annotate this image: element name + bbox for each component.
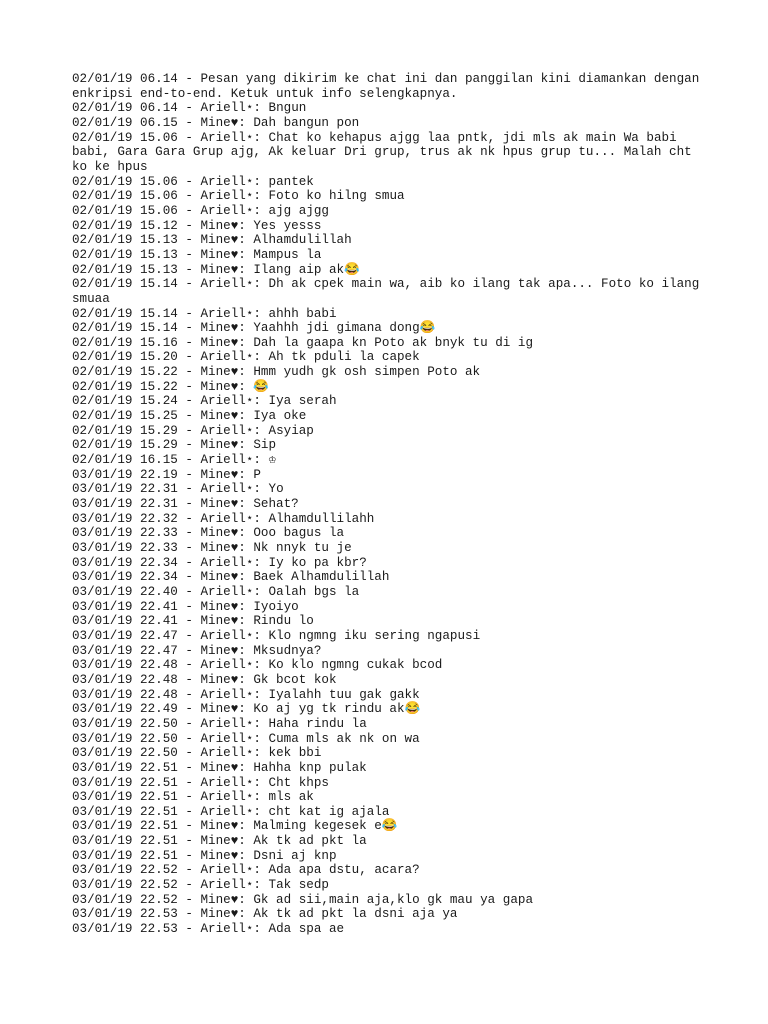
chat-log-line: 02/01/19 15.13 - Mine♥: Ilang aip ak😂 [72, 262, 360, 277]
chat-log-line: 02/01/19 15.22 - Mine♥: Hmm yudh gk osh simpen Poto ak [72, 365, 481, 380]
chat-log-line: 03/01/19 22.19 - Mine♥: P [72, 467, 261, 482]
chat-log-line: 03/01/19 22.49 - Mine♥: Ko aj yg tk rindu ak😂 [72, 702, 421, 717]
chat-log-line: 03/01/19 22.52 - Ariell⋆: Tak sedp [72, 878, 329, 893]
chat-log-line: 03/01/19 22.33 - Mine♥: Ooo bagus la [72, 526, 345, 541]
chat-log-line: 02/01/19 15.14 - Ariell⋆: ahhh babi [72, 306, 337, 321]
chat-log-line: 03/01/19 22.51 - Mine♥: Ak tk ad pkt la [72, 834, 367, 849]
chat-log-line: 02/01/19 15.25 - Mine♥: Iya oke [72, 409, 307, 424]
chat-log-line: 03/01/19 22.47 - Mine♥: Mksudnya? [72, 643, 322, 658]
chat-log-line: 03/01/19 22.50 - Ariell⋆: kek bbi [72, 746, 322, 761]
chat-log-line: 03/01/19 22.51 - Ariell⋆: Cht khps [72, 775, 329, 790]
chat-log-line: 03/01/19 22.41 - Mine♥: Rindu lo [72, 614, 314, 629]
chat-log-line: 03/01/19 22.51 - Ariell⋆: mls ak [72, 790, 314, 805]
chat-log-line: 02/01/19 06.14 - Ariell⋆: Bngun [72, 101, 307, 116]
chat-log-line: 02/01/19 15.12 - Mine♥: Yes yesss [72, 218, 322, 233]
chat-log-line: 03/01/19 22.31 - Mine♥: Sehat? [72, 497, 299, 512]
chat-log-line: 02/01/19 15.14 - Ariell⋆: Dh ak cpek main wa, aib ko ilang tak apa... Foto ko ilang smuaa [72, 277, 707, 306]
chat-log-line: 02/01/19 15.06 - Ariell⋆: Chat ko kehapus ajgg laa pntk, jdi mls ak main Wa babi babi, Gara Gara Grup ajg, Ak keluar Dri grup, trus ak nk hpus grup tu... Malah cht ko ke hpus [72, 130, 700, 174]
chat-log-line: 03/01/19 22.32 - Ariell⋆: Alhamdullilahh [72, 511, 375, 526]
chat-log-line: 02/01/19 15.13 - Mine♥: Alhamdulillah [72, 233, 352, 248]
chat-log-line: 02/01/19 15.24 - Ariell⋆: Iya serah [72, 394, 337, 409]
chat-log-line: 03/01/19 22.48 - Ariell⋆: Iyalahh tuu gak gakk [72, 687, 420, 702]
chat-log-line: 03/01/19 22.51 - Ariell⋆: cht kat ig ajala [72, 804, 390, 819]
chat-log-line: 03/01/19 22.34 - Mine♥: Baek Alhamdulillah [72, 570, 390, 585]
chat-log-line: 03/01/19 22.50 - Ariell⋆: Cuma mls ak nk on wa [72, 731, 420, 746]
chat-log-line: 03/01/19 22.52 - Mine♥: Gk ad sii,main aja,klo gk mau ya gapa [72, 892, 534, 907]
chat-log-line: 02/01/19 16.15 - Ariell⋆: ♔ [72, 453, 277, 468]
chat-log-line: 02/01/19 15.14 - Mine♥: Yaahhh jdi gimana dong😂 [72, 321, 436, 336]
chat-log-line: 03/01/19 22.48 - Ariell⋆: Ko klo ngmng cukak bcod [72, 658, 443, 673]
chat-log-line: 03/01/19 22.51 - Mine♥: Malming kegesek e😂 [72, 819, 398, 834]
chat-log-line: 03/01/19 22.34 - Ariell⋆: Iy ko pa kbr? [72, 555, 367, 570]
chat-log-line: 03/01/19 22.47 - Ariell⋆: Klo ngmng iku sering ngapusi [72, 628, 481, 643]
chat-log-line: 02/01/19 15.16 - Mine♥: Dah la gaapa kn Poto ak bnyk tu di ig [72, 335, 534, 350]
chat-log-line: 03/01/19 22.51 - Mine♥: Dsni aj knp [72, 848, 337, 863]
chat-log-line: 02/01/19 15.20 - Ariell⋆: Ah tk pduli la capek [72, 350, 420, 365]
chat-log-line: 03/01/19 22.53 - Mine♥: Ak tk ad pkt la dsni aja ya [72, 907, 458, 922]
chat-log-line: 02/01/19 06.15 - Mine♥: Dah bangun pon [72, 115, 360, 130]
chat-log-line: 03/01/19 22.48 - Mine♥: Gk bcot kok [72, 672, 337, 687]
chat-log-line: 02/01/19 15.06 - Ariell⋆: Foto ko hilng smua [72, 189, 405, 204]
chat-log-line: 02/01/19 15.06 - Ariell⋆: ajg ajgg [72, 203, 329, 218]
chat-log-text [72, 72, 712, 937]
chat-log-line: 02/01/19 15.22 - Mine♥: 😂 [72, 379, 270, 394]
chat-log-line: 02/01/19 15.06 - Ariell⋆: pantek [72, 174, 314, 189]
chat-log-line: 03/01/19 22.51 - Mine♥: Hahha knp pulak [72, 760, 367, 775]
chat-log-line: 03/01/19 22.53 - Ariell⋆: Ada spa ae [72, 922, 345, 937]
chat-log-line: 02/01/19 15.13 - Mine♥: Mampus la [72, 247, 322, 262]
chat-log-line: 03/01/19 22.31 - Ariell⋆: Yo [72, 482, 284, 497]
chat-log-line: 02/01/19 06.14 - Pesan yang dikirim ke chat ini dan panggilan kini diamankan dengan enkripsi end-to-end. Ketuk untuk info selengkapnya. [72, 72, 707, 101]
chat-log-line: 03/01/19 22.33 - Mine♥: Nk nnyk tu je [72, 541, 352, 555]
chat-log-line: 03/01/19 22.52 - Ariell⋆: Ada apa dstu, acara? [72, 863, 420, 878]
chat-log-line: 02/01/19 15.29 - Mine♥: Sip [72, 438, 277, 453]
chat-log-line: 03/01/19 22.40 - Ariell⋆: Oalah bgs la [72, 584, 360, 599]
chat-log-line: 03/01/19 22.41 - Mine♥: Iyoiyo [72, 599, 299, 614]
chat-log-line: 02/01/19 15.29 - Ariell⋆: Asyiap [72, 423, 314, 438]
chat-log-line: 03/01/19 22.50 - Ariell⋆: Haha rindu la [72, 716, 367, 731]
